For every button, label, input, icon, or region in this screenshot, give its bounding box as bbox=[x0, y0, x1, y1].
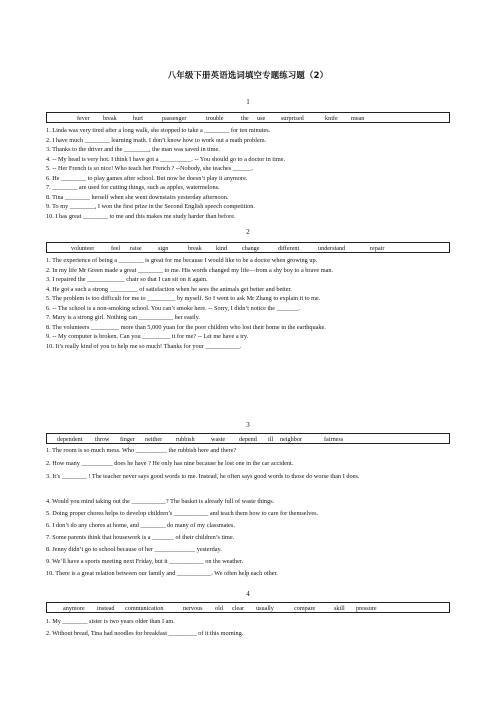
word-bank-item: skill bbox=[334, 605, 345, 612]
question: 1. The experience of being a ________ is great for me because I would like to be a doctor when growing up. bbox=[46, 257, 318, 264]
word-bank-item: change bbox=[242, 245, 260, 252]
question: 1. Linda was very tired after a long walk, she stopped to take a ________ for ten minutes. bbox=[46, 127, 271, 134]
word-bank bbox=[46, 433, 450, 444]
question: 4. He got a such a strong _________ of satisfaction when he sees the animals get better and better. bbox=[46, 285, 292, 293]
word-bank-item: depend bbox=[239, 436, 257, 443]
word-bank-item: neighbor bbox=[280, 436, 302, 443]
question: 8. Jenny didn’t go to school because of her _____________ yesterday. bbox=[46, 546, 222, 553]
question: 10. It’s really kind of you to help me so much! Thanks for your ___________. bbox=[46, 342, 242, 350]
question: 2. Without bread, Tina had noodles for breakfast _________ of it this morning. bbox=[46, 630, 244, 637]
question: 9. We’ll have a sports meeting next Friday, but it ___________ on the weather. bbox=[46, 558, 244, 565]
word-bank bbox=[46, 242, 450, 253]
word-bank-item: compare bbox=[294, 605, 316, 612]
question: 10. I has great ________ to me and this makes me study harder than before. bbox=[46, 212, 236, 220]
word-bank-item: repair bbox=[370, 245, 385, 252]
word-bank-item: use bbox=[257, 115, 266, 122]
word-bank-item: clear bbox=[232, 605, 245, 612]
question: 6. I don’t do any chores at home, and ________ do many of my classmates. bbox=[46, 522, 235, 529]
word-bank-item: fever bbox=[77, 115, 90, 122]
question: 4. Would you mind taking out the ___________? The basket is already full of waste things. bbox=[46, 498, 275, 505]
word-bank-item: rubbish bbox=[176, 436, 195, 443]
word-bank bbox=[46, 602, 450, 613]
question: 8. Tina ________ herself when she went downstairs yesterday afternoon. bbox=[46, 193, 229, 201]
word-bank-item: usually bbox=[256, 605, 274, 612]
page-title: 八年级下册英语选词填空专题练习题（2） bbox=[167, 70, 329, 80]
question: 2. In my life Mr Green made a great ________ to me. His words changed my life—from a shy boy to a brave man. bbox=[46, 266, 334, 274]
question: 8. The volunteers _________ more than 5,000 yuan for the poor children who lost their home in the earthquake. bbox=[46, 323, 326, 331]
section-number: 4 bbox=[246, 590, 250, 598]
section-number: 1 bbox=[246, 98, 250, 106]
word-bank-item: the bbox=[241, 115, 249, 122]
question: 6. He ________ to play games after school. But now he doesn’t play it anymore. bbox=[46, 174, 248, 182]
word-bank-item: understand bbox=[318, 245, 346, 252]
question: 1. The room is so much mess. Who __________ the rubbish here and there? bbox=[46, 447, 237, 454]
question-text: 3. It’s ________ ! The teacher never says good words to me. Instead, he often says good words to those do worse than I does. bbox=[46, 473, 360, 480]
section-number: 3 bbox=[246, 421, 250, 429]
word-bank-item: instead bbox=[97, 605, 115, 612]
question: 1. My ________ sister is two years older than I am. bbox=[46, 618, 175, 625]
word-bank-item: different bbox=[278, 245, 300, 252]
question: 5. -- Her French is so nice! Who teach her French ? --Nobody, she teaches ______. bbox=[46, 165, 254, 172]
word-bank-item: break bbox=[103, 115, 117, 122]
question: 4. -- My head is very hot. I think I have got a __________. -- You should go to a doctor in time. bbox=[46, 155, 286, 163]
section-number: 2 bbox=[246, 228, 250, 236]
word-bank-item: mean bbox=[351, 115, 365, 122]
word-bank-item: communication bbox=[125, 605, 164, 612]
word-bank-item: hurt bbox=[133, 115, 143, 122]
question: 3. Thanks to the driver and the ________, the man was saved in time. bbox=[46, 146, 220, 153]
question: 9. -- My computer is broken. Can you _________ it for me? -- Let me have a try. bbox=[46, 333, 249, 340]
question: 7. Some parents think that housework is a _______ of their children’s time. bbox=[46, 534, 235, 541]
question: 7. Mary is a strong girl. Nothing can ___________ her easily. bbox=[46, 314, 200, 321]
question: 2. I have much ________ learning math. I don’t know how to work out a math problem. bbox=[46, 136, 267, 144]
word-bank-item: passenger bbox=[162, 115, 187, 122]
question: 3. I repaired the ____________ chair so that I can sit on it again. bbox=[46, 276, 208, 283]
question: 10. There is a great relation between our family and ___________. We often help each other. bbox=[46, 570, 278, 577]
word-bank-item: dependent bbox=[57, 436, 83, 443]
question: 2. How many __________ does he have ? He only has nine because he lost one in the car accident. bbox=[46, 460, 294, 467]
word-bank-item: kind bbox=[216, 245, 228, 252]
word-bank-item: ill bbox=[268, 436, 274, 443]
word-bank-item: raise bbox=[130, 245, 142, 252]
question: 9. To my ________, I won the first prize in the Second English speech competition. bbox=[46, 203, 255, 210]
word-bank-item: trouble bbox=[206, 115, 224, 122]
word-bank-item: fairness bbox=[324, 436, 344, 443]
question: 5. Doing proper chores helps to develop children’s ___________ and teach them how to care for themselves. bbox=[46, 510, 319, 517]
word-bank-item: sign bbox=[158, 245, 169, 252]
word-bank-item: surprised bbox=[281, 115, 304, 122]
word-bank-item: waste bbox=[211, 436, 226, 443]
question: 7. ________ are used for cutting things, such as apples, watermelons. bbox=[46, 184, 220, 191]
word-bank-item: break bbox=[188, 245, 202, 252]
word-bank-item: neither bbox=[145, 436, 163, 443]
word-bank-item: finger bbox=[120, 436, 135, 443]
word-bank-item: knife bbox=[325, 115, 338, 122]
question: 6. -- The school is a non-smoking school. You can’t smoke here. -- Sorry, I didn’t notice the _______. bbox=[46, 304, 301, 312]
word-bank-item: anymore bbox=[63, 605, 85, 612]
word-bank-item: old bbox=[215, 605, 223, 612]
word-bank-item: volunteer bbox=[71, 245, 95, 252]
word-bank-item: pressure bbox=[356, 605, 377, 612]
word-bank-item: throw bbox=[95, 436, 110, 443]
word-bank bbox=[46, 112, 450, 123]
question bbox=[46, 472, 454, 481]
word-bank-item: nervous bbox=[183, 605, 203, 612]
word-bank-item: feel bbox=[111, 245, 121, 252]
question: 5. The problem is too difficult for me to _________ by myself. So I went to ask Mr Zhang to explain it to me. bbox=[46, 295, 321, 302]
